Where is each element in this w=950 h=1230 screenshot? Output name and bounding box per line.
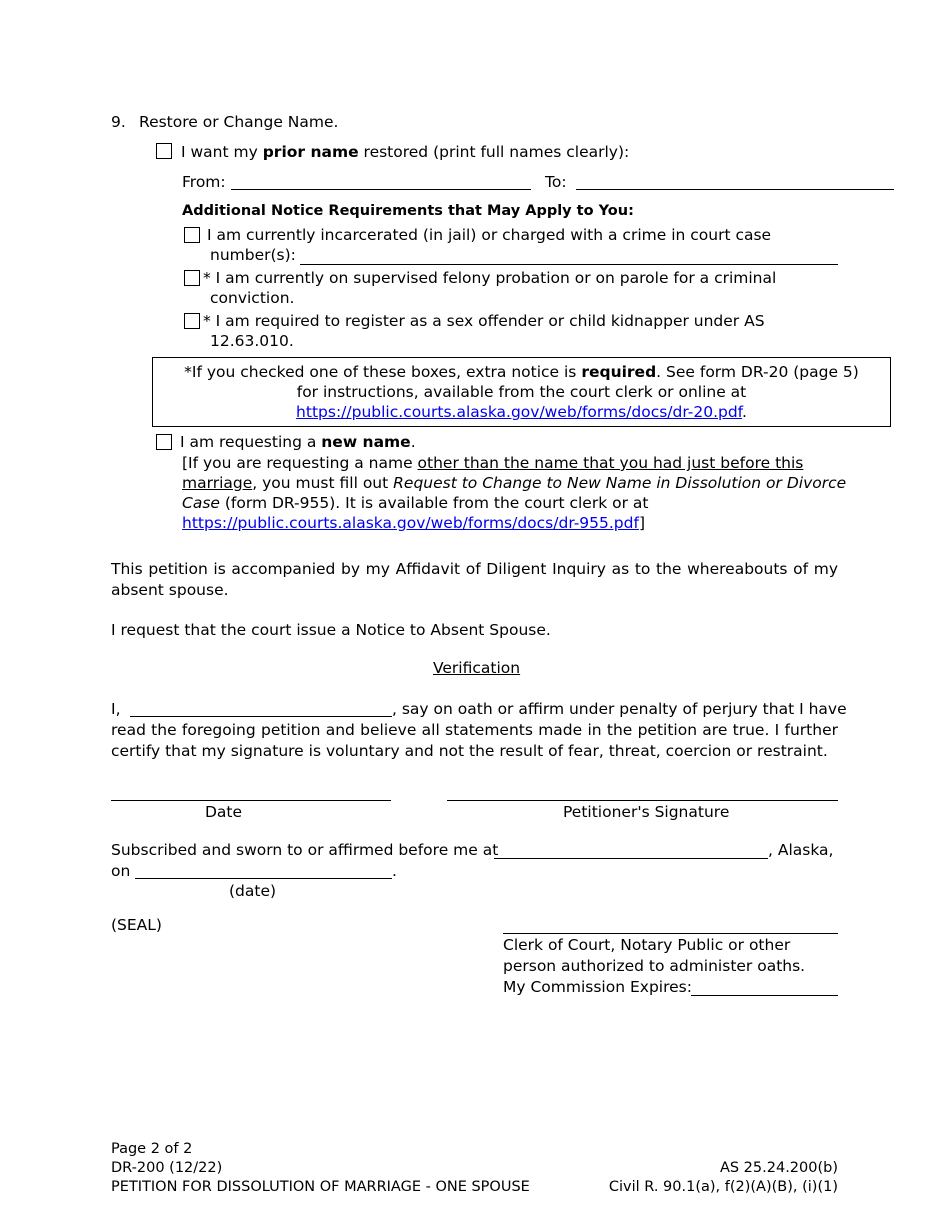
sex-offender-label-cont: 12.63.010. [210,332,294,350]
to-label: To: [545,173,567,191]
dr-20-link[interactable]: https://public.courts.alaska.gov/web/forms/docs/dr-20.pdf [296,403,742,421]
dr-955-link[interactable]: https://public.courts.alaska.gov/web/forms/docs/dr-955.pdf [182,514,639,532]
from-name-field[interactable] [231,189,531,190]
incarcerated-checkbox[interactable] [184,227,200,243]
alaska-text: , Alaska, [768,841,834,859]
sex-offender-checkbox[interactable] [184,313,200,329]
clerk-line-2: person authorized to administer oaths. [503,957,806,975]
case-number-field[interactable] [300,264,838,265]
item-number: 9. [111,113,126,131]
prior-name-checkbox[interactable] [156,143,172,159]
commission-expires-field[interactable] [691,995,838,996]
date-label: Date [205,803,243,821]
affiant-name-field[interactable] [130,716,392,717]
footer-form-number: DR-200 (12/22) [111,1160,223,1176]
verification-i: I, [111,700,121,718]
incarcerated-label: I am currently incarcerated (in jail) or charged with a crime in court case [207,226,772,244]
on-period: . [392,862,397,880]
clerk-line-1: Clerk of Court, Notary Public or other [503,936,791,954]
new-name-info-1: [If you are requesting a name other than the name that you had just before this [182,454,804,472]
notice-line-1: *If you checked one of these boxes, extra notice is required. See form DR-20 (page 5) [184,363,859,381]
to-name-field[interactable] [576,189,894,190]
new-name-checkbox[interactable] [156,434,172,450]
sworn-date-field[interactable] [135,878,392,879]
petitioner-signature-line[interactable] [447,800,838,801]
affidavit-text: This petition is accompanied by my Affidavit of Diligent Inquiry as to the whereabouts of my absent spouse. [111,560,838,599]
prior-name-label: I want my prior name restored (print full names clearly): [181,143,630,161]
extra-notice-box [152,357,891,427]
case-number-label: number(s): [210,246,296,264]
notice-heading: Additional Notice Requirements that May Apply to You: [182,203,634,219]
new-name-info-2: marriage, you must fill out Request to Change to New Name in Dissolution or Divorce [182,474,847,492]
new-name-info-3: Case (form DR-955). It is available from the court clerk or at [182,494,649,512]
verification-text: read the foregoing petition and believe all statements made in the petition are true. I further certify that my signature is voluntary and not the result of fear, threat, coercion or restraint. [111,721,838,760]
subscribed-text: Subscribed and sworn to or affirmed before me at [111,841,499,859]
location-field[interactable] [494,858,768,859]
petitioner-signature-label: Petitioner's Signature [563,803,730,821]
new-name-info-4: https://public.courts.alaska.gov/web/forms/docs/dr-955.pdf] [182,514,646,532]
commission-expires-label: My Commission Expires: [503,978,692,996]
new-name-label: I am requesting a new name. [180,433,416,451]
seal-label: (SEAL) [111,916,162,934]
from-label: From: [182,173,226,191]
probation-label-cont: conviction. [210,289,295,307]
footer-form-title: PETITION FOR DISSOLUTION OF MARRIAGE - ONE SPOUSE [111,1179,530,1195]
sex-offender-label: * I am required to register as a sex offender or child kidnapper under AS [203,312,765,330]
verification-line-1: , say on oath or affirm under penalty of perjury that I have [392,700,847,718]
probation-label: * I am currently on supervised felony probation or on parole for a criminal [203,269,777,287]
notice-line-2: for instructions, available from the court clerk or online at [296,383,747,401]
notice-line-3: https://public.courts.alaska.gov/web/forms/docs/dr-20.pdf. [296,403,747,421]
date-caption: (date) [229,882,277,900]
clerk-signature-line[interactable] [503,933,838,934]
footer-page: Page 2 of 2 [111,1141,193,1157]
on-label: on [111,862,131,880]
item-title: Restore or Change Name. [139,113,339,131]
date-line[interactable] [111,800,391,801]
probation-checkbox[interactable] [184,270,200,286]
verification-title: Verification [433,659,521,677]
footer-rules: Civil R. 90.1(a), f(2)(A)(B), (i)(1) [608,1179,838,1195]
footer-statute: AS 25.24.200(b) [719,1160,838,1176]
request-text: I request that the court issue a Notice to Absent Spouse. [111,621,551,639]
